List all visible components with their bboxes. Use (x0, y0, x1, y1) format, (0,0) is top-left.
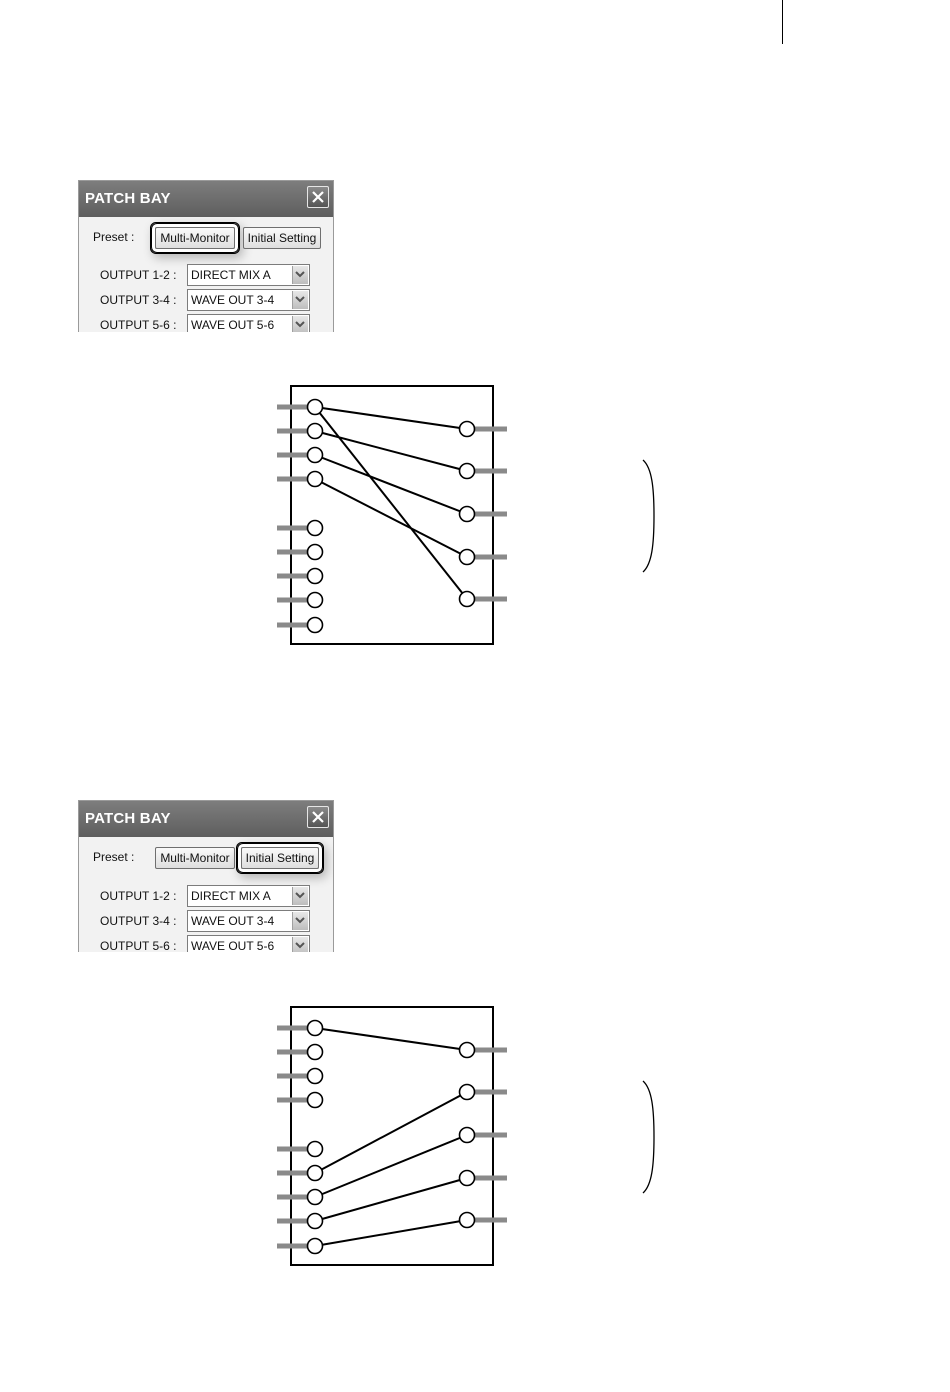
input-port-icon (308, 618, 323, 633)
input-port-icon (308, 1069, 323, 1084)
output-5-6-value: WAVE OUT 5-6 (191, 318, 275, 332)
output-1-2-label: OUTPUT 1-2 : (100, 268, 177, 282)
input-port-icon (308, 1214, 323, 1229)
output-port-icon (460, 422, 475, 437)
preset-label: Preset : (93, 230, 135, 244)
patch-wire (315, 455, 467, 514)
multi-monitor-button[interactable]: Multi-Monitor (155, 847, 235, 869)
initial-setting-button[interactable]: Initial Setting (243, 227, 321, 249)
patch-wire (315, 407, 467, 599)
output-port-icon (460, 1085, 475, 1100)
multi-monitor-button[interactable]: Multi-Monitor (155, 227, 235, 249)
input-port-icon (308, 593, 323, 608)
output-5-6-value: WAVE OUT 5-6 (191, 939, 275, 952)
output-5-6-select[interactable] (187, 935, 310, 952)
output-port-icon (460, 1128, 475, 1143)
initial-setting-button[interactable]: Initial Setting (241, 847, 319, 869)
patch-bay-panel-1 (78, 180, 334, 332)
preset-label: Preset : (93, 850, 135, 864)
close-icon (308, 187, 328, 207)
chevron-down-icon[interactable] (292, 912, 308, 930)
output-5-6-label: OUTPUT 5-6 : (100, 318, 177, 332)
chevron-down-icon[interactable] (292, 266, 308, 284)
input-port-icon (308, 400, 323, 415)
patch-wire (315, 479, 467, 557)
patch-wire (315, 1220, 467, 1246)
output-port-icon (460, 1213, 475, 1228)
output-3-4-value: WAVE OUT 3-4 (191, 293, 275, 307)
input-port-icon (308, 424, 323, 439)
output-1-2-select[interactable] (187, 264, 310, 286)
close-icon (308, 807, 328, 827)
input-port-icon (308, 448, 323, 463)
input-port-icon (308, 1021, 323, 1036)
chevron-down-icon[interactable] (292, 937, 308, 952)
output-1-2-label: OUTPUT 1-2 : (100, 889, 177, 903)
chevron-down-icon[interactable] (292, 291, 308, 309)
input-port-icon (308, 1239, 323, 1254)
output-port-icon (460, 1043, 475, 1058)
patch-wire (315, 1135, 467, 1197)
input-port-icon (308, 545, 323, 560)
input-port-icon (308, 1190, 323, 1205)
chevron-down-icon[interactable] (292, 887, 308, 905)
close-button[interactable] (307, 806, 329, 828)
input-port-icon (308, 1093, 323, 1108)
panel-body (79, 837, 333, 952)
panel-body (79, 217, 333, 332)
patch-wire (315, 431, 467, 471)
input-port-icon (308, 472, 323, 487)
output-port-icon (460, 1171, 475, 1186)
output-3-4-value: WAVE OUT 3-4 (191, 914, 275, 928)
patch-wire (315, 1028, 467, 1050)
panel-title-bar (79, 801, 333, 837)
input-port-icon (308, 1166, 323, 1181)
output-3-4-label: OUTPUT 3-4 : (100, 914, 177, 928)
input-port-icon (308, 521, 323, 536)
output-3-4-select[interactable] (187, 289, 310, 311)
input-port-icon (308, 569, 323, 584)
patch-diagram-2 (0, 997, 950, 1277)
output-3-4-label: OUTPUT 3-4 : (100, 293, 177, 307)
patch-diagram-1 (0, 376, 950, 656)
output-port-icon (460, 464, 475, 479)
close-button[interactable] (307, 186, 329, 208)
panel-title-bar (79, 181, 333, 217)
right-brace-icon (640, 458, 660, 574)
output-1-2-value: DIRECT MIX A (191, 889, 271, 903)
patch-wire (315, 1092, 467, 1173)
input-port-icon (308, 1045, 323, 1060)
chevron-down-icon[interactable] (292, 316, 308, 332)
right-brace-icon (640, 1079, 660, 1195)
output-5-6-label: OUTPUT 5-6 : (100, 939, 177, 952)
output-5-6-select[interactable] (187, 314, 310, 332)
output-port-icon (460, 550, 475, 565)
patch-wire (315, 407, 467, 429)
patch-wire (315, 1178, 467, 1221)
input-port-icon (308, 1142, 323, 1157)
patch-bay-panel-2 (78, 800, 334, 952)
output-port-icon (460, 592, 475, 607)
output-1-2-value: DIRECT MIX A (191, 268, 271, 282)
page-divider-line (782, 0, 783, 44)
output-3-4-select[interactable] (187, 910, 310, 932)
panel-title: PATCH BAY (85, 810, 171, 827)
panel-title: PATCH BAY (85, 190, 171, 207)
output-1-2-select[interactable] (187, 885, 310, 907)
output-port-icon (460, 507, 475, 522)
